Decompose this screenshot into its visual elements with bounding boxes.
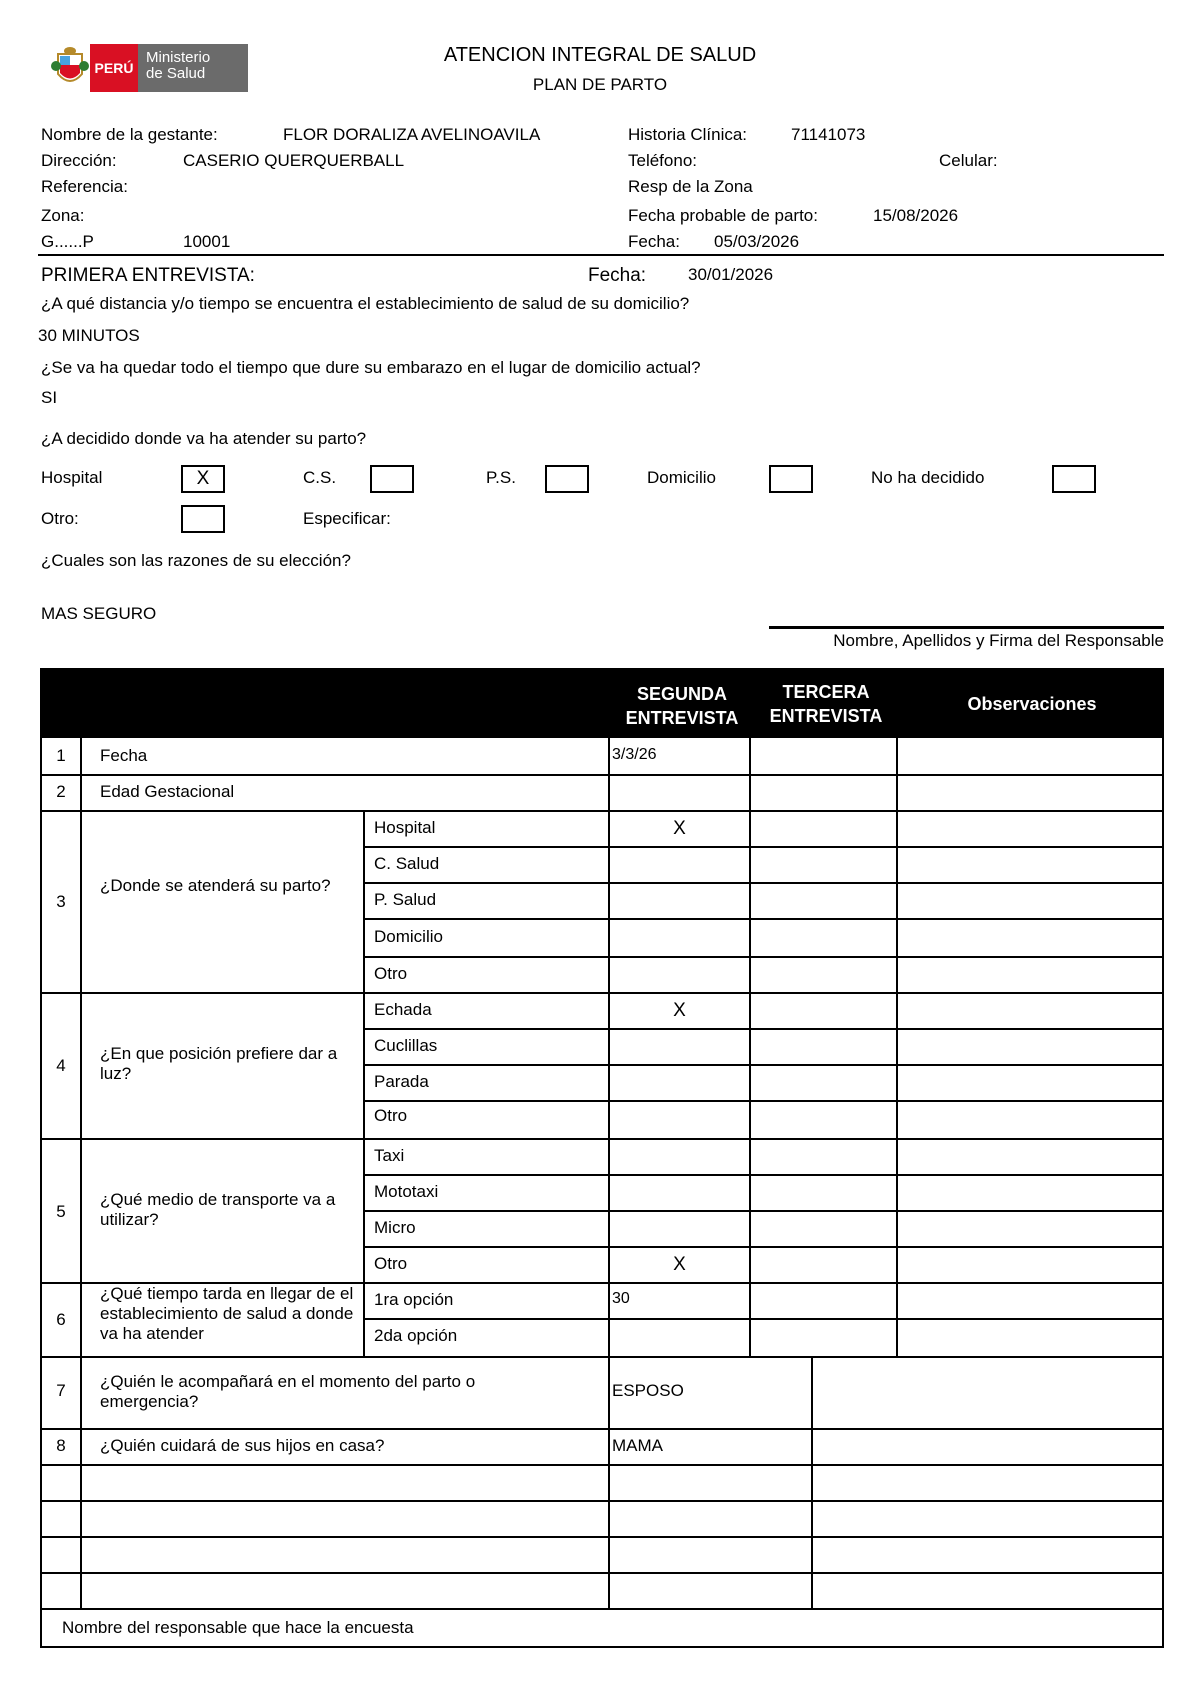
ministry-line-1: Ministerio: [146, 49, 211, 66]
follow-up-table: [40, 668, 1164, 1648]
row-divider: [42, 774, 1162, 776]
sub-row-divider: [363, 1246, 1164, 1248]
address-value: CASERIO QUERQUERBALL: [183, 151, 405, 170]
sub-row-divider: [363, 846, 1164, 848]
document-title: ATENCION INTEGRAL DE SALUD: [443, 44, 757, 66]
option-label: Micro: [374, 1218, 416, 1237]
row-number: 4: [56, 1056, 66, 1075]
question-birth-location: ¿Donde se atenderá su parto?: [100, 876, 331, 895]
option-label: Hospital: [374, 818, 436, 837]
cell-label: Celular:: [939, 151, 998, 170]
question-birth-place: ¿A decidido donde va ha atender su parto?: [41, 429, 367, 448]
option-undecided-label: No ha decidido: [871, 468, 985, 487]
sub-row-divider: [363, 1064, 1164, 1066]
header-second-line2: ENTREVISTA: [625, 708, 739, 728]
due-date-value: 15/08/2026: [873, 206, 959, 225]
col-divider-observations: [896, 738, 898, 1356]
col-divider-third: [749, 738, 751, 1356]
option-cs-checkbox[interactable]: [370, 465, 414, 493]
option-label: Otro: [374, 1106, 408, 1125]
question-distance: ¿A qué distancia y/o tiempo se encuentra el establecimiento de salud de su domicilio?: [41, 294, 690, 313]
option-label: C. Salud: [374, 854, 440, 873]
answer-reasons: MAS SEGURO: [41, 604, 157, 623]
form-date-value: 05/03/2026: [714, 232, 800, 251]
sub-row-divider: [363, 1210, 1164, 1212]
gp-label: G......P: [41, 232, 94, 251]
answer-child-care[interactable]: MAMA: [612, 1436, 663, 1455]
clinical-history-label: Historia Clínica:: [628, 125, 748, 144]
first-interview-date-value: 30/01/2026: [688, 265, 774, 284]
row-label-date: Fecha: [100, 746, 148, 765]
header-observations: Observaciones: [967, 694, 1097, 714]
question-transport: ¿Qué medio de transporte va a utilizar?: [100, 1190, 336, 1229]
option-label: Cuclillas: [374, 1036, 438, 1055]
row-number: 2: [56, 782, 66, 801]
sub-row-divider: [363, 1100, 1164, 1102]
sub-row-divider: [363, 1318, 1164, 1320]
option-domicilio-label: Domicilio: [647, 468, 716, 487]
option-other-checkbox[interactable]: [181, 505, 225, 533]
signature-line: [769, 626, 1164, 629]
clinical-history-value: 71141073: [791, 125, 866, 144]
question-reasons: ¿Cuales son las razones de su elección?: [41, 551, 351, 570]
specify-label: Especificar:: [303, 509, 391, 528]
due-date-label: Fecha probable de parto:: [628, 206, 818, 225]
option-undecided-checkbox[interactable]: [1052, 465, 1096, 493]
document-subtitle: PLAN DE PARTO: [532, 75, 668, 94]
peru-label: PERÚ: [90, 44, 138, 92]
question-stay: ¿Se va ha quedar todo el tiempo que dure su embarazo en el lugar de domicilio actual?: [41, 358, 701, 377]
second-interview-mark[interactable]: X: [673, 818, 686, 839]
option-label: Parada: [374, 1072, 429, 1091]
ministry-line-2: de Salud: [146, 65, 206, 82]
row-divider: [42, 1572, 1162, 1574]
question-birth-position: ¿En que posición prefiere dar a luz?: [100, 1044, 338, 1083]
question-child-care: ¿Quién cuidará de sus hijos en casa?: [100, 1436, 385, 1455]
option-label: 1ra opción: [374, 1290, 454, 1309]
row-divider: [42, 992, 1162, 994]
option-hospital-checkbox[interactable]: X: [181, 465, 225, 493]
signature-label: Nombre, Apellidos y Firma del Responsable: [833, 631, 1164, 650]
second-interview-mark[interactable]: X: [673, 1000, 686, 1021]
row-divider: [42, 1464, 1162, 1466]
answer-companion[interactable]: ESPOSO: [612, 1381, 684, 1400]
sub-row-divider: [363, 1174, 1164, 1176]
option-label: P. Salud: [374, 890, 437, 909]
patient-name-label: Nombre de la gestante:: [41, 125, 218, 144]
row-divider: [42, 1138, 1162, 1140]
option-hospital-label: Hospital: [41, 468, 103, 487]
col-divider-number: [80, 738, 82, 1610]
zone-label: Zona:: [41, 206, 85, 225]
option-label: Echada: [374, 1000, 432, 1019]
sub-row-divider: [363, 918, 1164, 920]
option-label: Taxi: [374, 1146, 405, 1165]
row-number: 1: [56, 746, 66, 765]
option-label: Domicilio: [374, 927, 443, 946]
row-divider: [42, 1500, 1162, 1502]
row-number: 5: [56, 1202, 66, 1221]
second-interview-time[interactable]: 30: [612, 1290, 630, 1307]
option-label: Mototaxi: [374, 1182, 439, 1201]
second-interview-date[interactable]: 3/3/26: [612, 746, 657, 763]
form-date-label: Fecha:: [628, 232, 680, 251]
row-divider: [42, 1536, 1162, 1538]
reference-label: Referencia:: [41, 177, 128, 196]
question-companion: ¿Quién le acompañará en el momento del parto o emergencia?: [100, 1372, 476, 1411]
answer-distance: 30 MINUTOS: [38, 326, 140, 345]
row-divider: [42, 1608, 1162, 1610]
gp-value: 10001: [183, 232, 231, 251]
col-divider-options: [363, 810, 365, 1356]
header-third-line2: ENTREVISTA: [769, 706, 883, 726]
sub-row-divider: [363, 956, 1164, 958]
patient-name-value: FLOR DORALIZA AVELINOAVILA: [283, 125, 541, 144]
resp-zone-label: Resp de la Zona: [628, 177, 753, 196]
option-label: Otro: [374, 964, 408, 983]
answer-stay: SI: [41, 388, 58, 407]
table-footer-responsible: Nombre del responsable que hace la encuesta: [62, 1618, 414, 1637]
header-third-line1: TERCERA: [782, 682, 870, 702]
row-number: 6: [56, 1310, 66, 1329]
row-label-gestational-age: Edad Gestacional: [100, 782, 235, 801]
first-interview-heading: PRIMERA ENTREVISTA:: [41, 265, 255, 286]
second-interview-mark[interactable]: X: [673, 1254, 686, 1275]
sub-row-divider: [363, 882, 1164, 884]
option-ps-label: P.S.: [486, 468, 516, 487]
option-label: 2da opción: [374, 1326, 458, 1345]
row-divider: [42, 1428, 1162, 1430]
sub-row-divider: [363, 1028, 1164, 1030]
table-header: [42, 670, 1162, 738]
option-other-label: Otro:: [41, 509, 79, 528]
option-label: Otro: [374, 1254, 408, 1273]
option-ps-checkbox[interactable]: [545, 465, 589, 493]
row-number: 8: [56, 1436, 66, 1455]
row-divider: [42, 1356, 1162, 1358]
first-interview-date-label: Fecha:: [588, 265, 647, 286]
option-cs-label: C.S.: [303, 468, 337, 487]
header-second-line1: SEGUNDA: [636, 684, 727, 704]
question-travel-time: ¿Qué tiempo tarda en llegar de el establecimiento de salud a donde va ha atender: [100, 1284, 354, 1343]
row-divider: [42, 810, 1162, 812]
header-divider: [38, 254, 1164, 256]
phone-label: Teléfono:: [628, 151, 697, 170]
option-domicilio-checkbox[interactable]: [769, 465, 813, 493]
address-label: Dirección:: [41, 151, 117, 170]
row-number: 3: [56, 892, 66, 911]
row-number: 7: [56, 1381, 66, 1400]
